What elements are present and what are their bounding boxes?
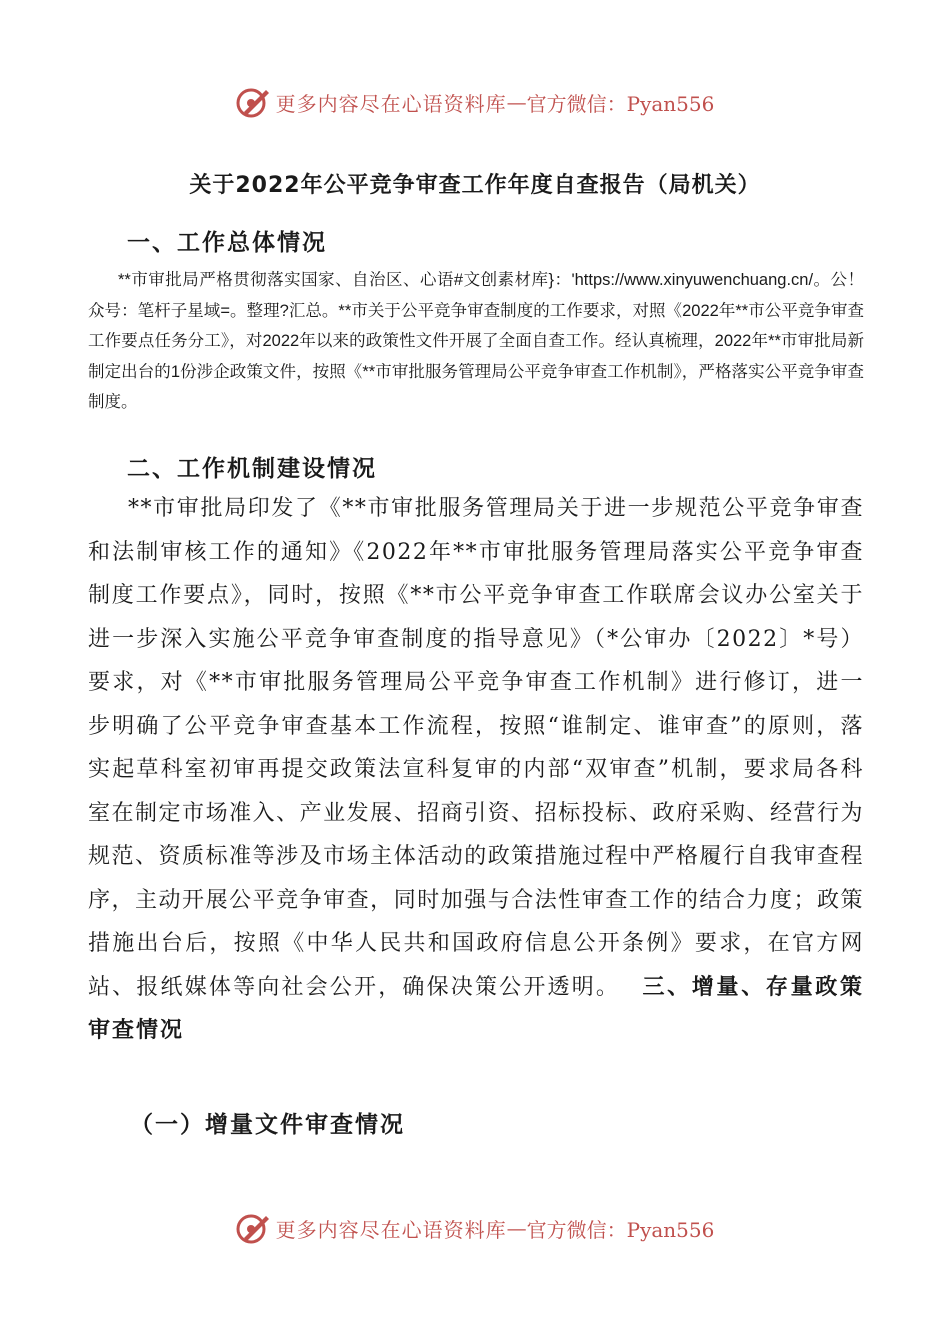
section-heading-2: 二、工作机制建设情况: [127, 456, 377, 482]
section-2-text: **市审批局印发了《**市审批服务管理局关于进一步规范公平竞争审查和法制审核工作的通知》《2022年**市审批服务管理局落实公平竞争审查制度工作要点》，同时，按照《**市公平竞争审查工作联席会议办公室关于进一步深入实施公平竞争审查制度的指导意见》（*公审办〔2022〕*号）要求，对《**市审批服务管理局公平竞争审查工作机制》进行修订，进一步明确了公平竞争审查基本工作流程，按照“谁制定、谁审查”的原则，落实起草科室初审再提交政策法宣科复审的内部“双审查”机制，要求局各科室在制定市场准入、产业发展、招商引资、招标投标、政府采购、经营行为规范、资质标准等涉及市场主体活动的政策措施过程中严格履行自我审查程序，主动开展公平竞争审查，同时加强与合法性审查工作的结合力度；政策措施出台后，按照《中华人民共和国政府信息公开条例》要求，在官方网站、报纸媒体等向社会公开，确保决策公开透明。: [88, 496, 864, 1000]
pen-logo-icon: [236, 85, 270, 119]
section-1-body: **市审批局严格贯彻落实国家、自治区、心语#文创素材库}：'https://www.xinyuwenchuang.cn/。公！众号：笔杆子星域=。整理?汇总。**市关于公平竞争审查制度的工作要求，对照《2022年**市公平竞争审查工作要点任务分工》，对2022年以来的政策性文件开展了全面自查工作。经认真梳理，2022年**市审批局新制定出台的1份涉企政策文件，按照《**市审批服务管理局公平竞争审查工作机制》，严格落实公平竞争审查制度。: [88, 271, 864, 411]
footer-banner: [0, 1208, 950, 1248]
banner-wechat-text: 官方微信：Pyan556: [526, 91, 715, 116]
section-2-body: [88, 487, 864, 1053]
banner-wechat-text: 官方微信：Pyan556: [526, 1217, 715, 1242]
document-title: 关于2022年公平竞争审查工作年度自查报告（局机关）: [189, 173, 761, 198]
banner-main-text: 更多内容尽在心语资料库: [275, 1217, 507, 1242]
section-heading-1: 一、工作总体情况: [127, 230, 327, 256]
pen-logo-icon: [236, 1211, 270, 1245]
banner-dash: —: [506, 1216, 527, 1240]
banner-dash: —: [506, 90, 527, 114]
banner-main-text: 更多内容尽在心语资料库: [275, 91, 507, 116]
subsection-heading-3-1: （一）增量文件审查情况: [130, 1112, 405, 1138]
header-banner: [0, 82, 950, 122]
section-heading-3: 三、增量、存量政策审查情况: [88, 974, 864, 1043]
